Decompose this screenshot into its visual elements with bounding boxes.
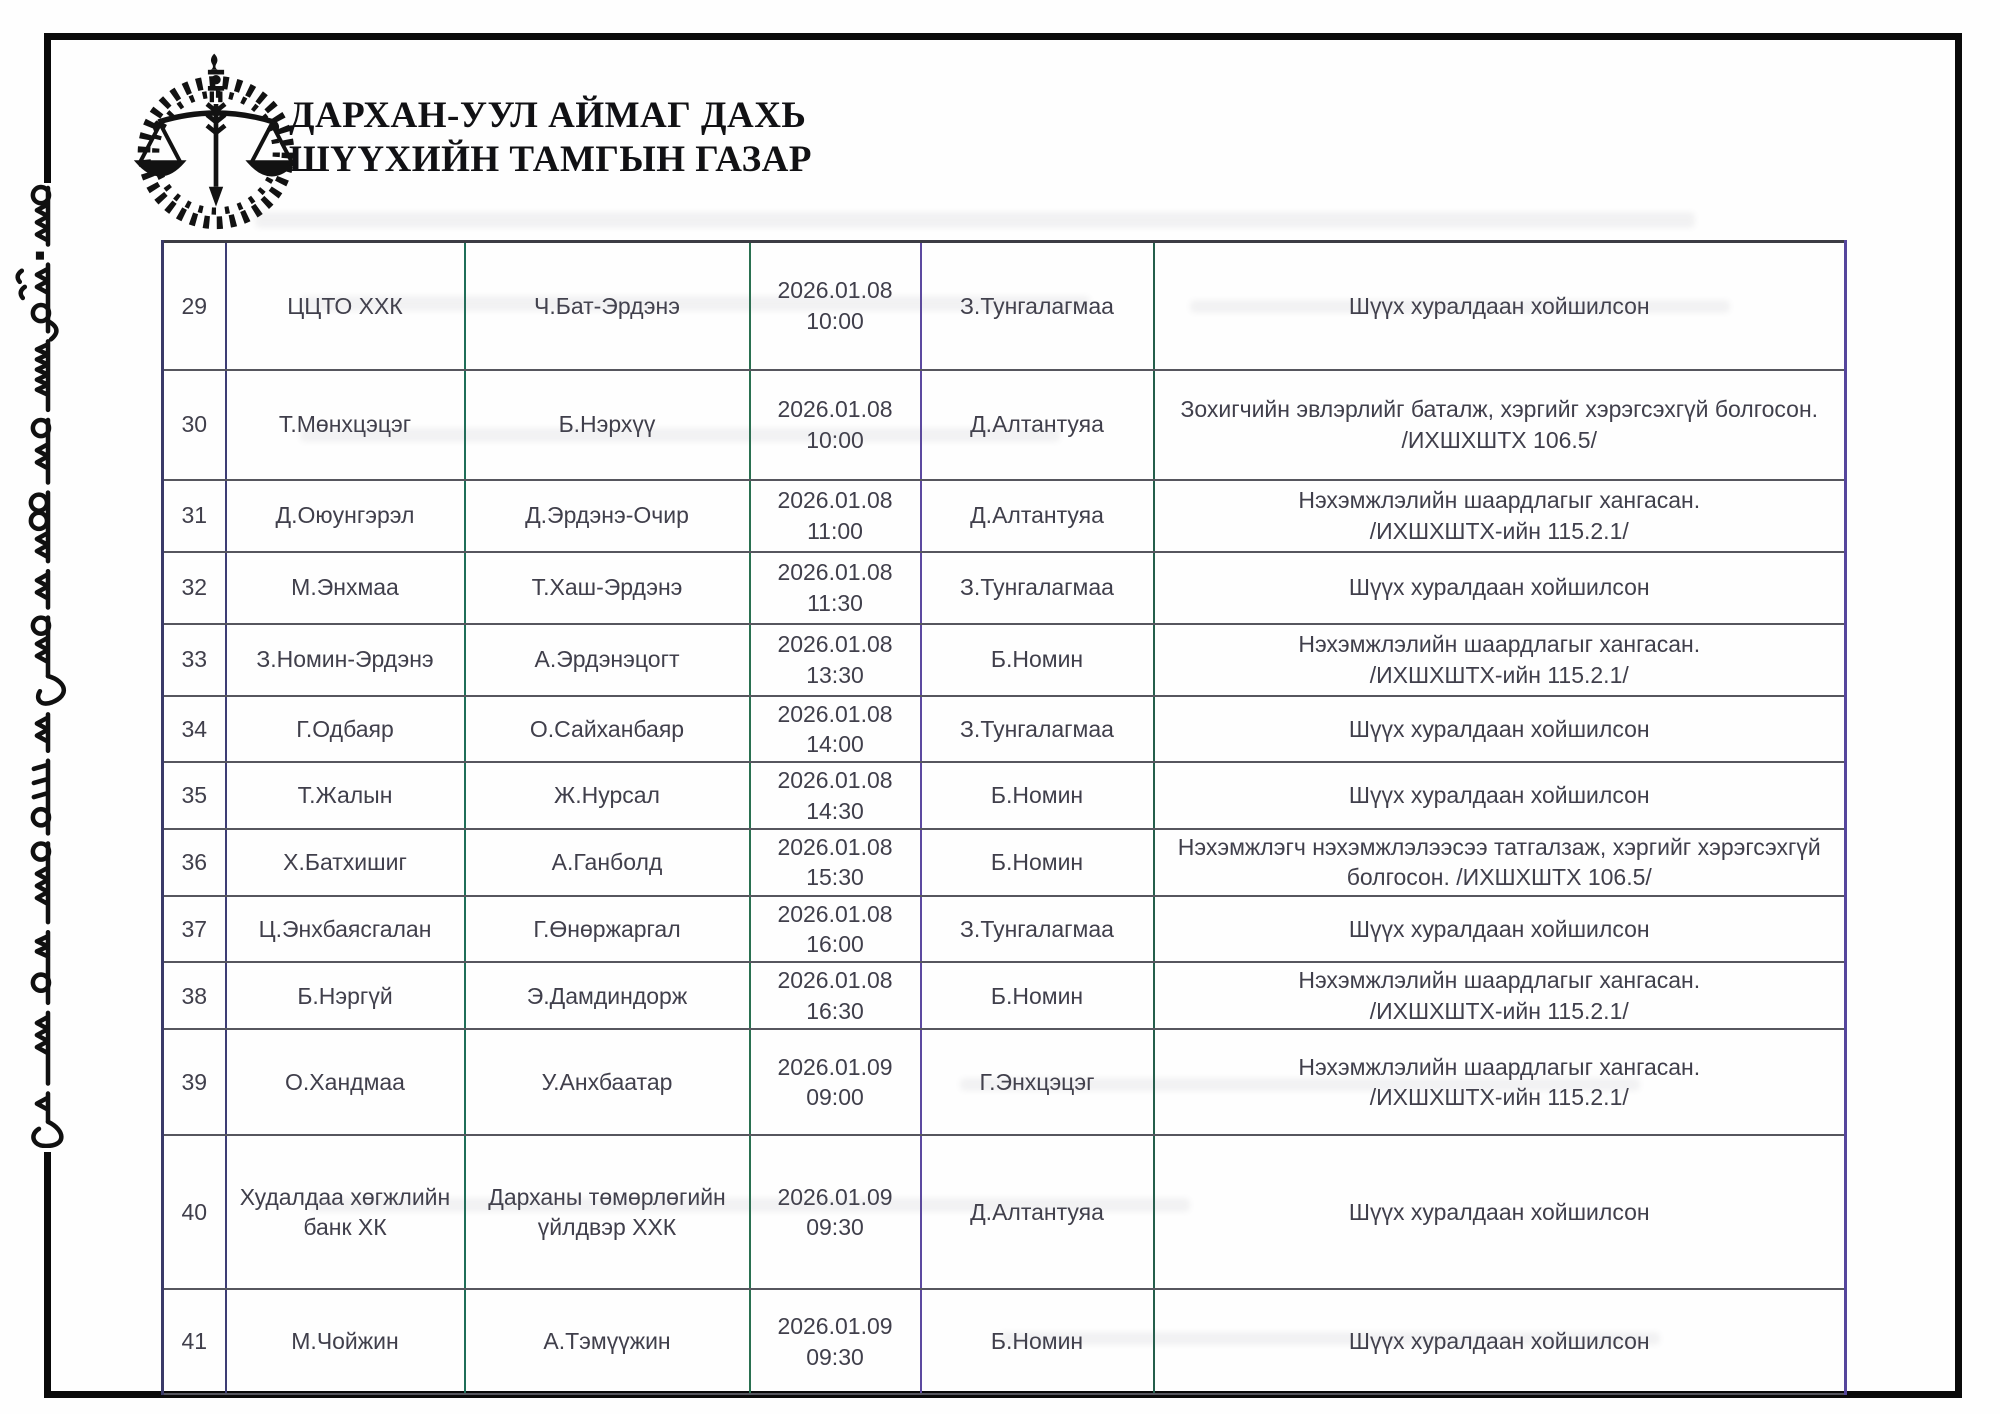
decision-line: Нэхэмжлэлийн шаардлагыг хангасан. — [1298, 487, 1701, 514]
decision — [1154, 1135, 1846, 1289]
bleed-through-artifact — [300, 296, 1090, 311]
plaintiff: М.Энхмаа — [226, 552, 465, 624]
defendant: А.Ганболд — [465, 829, 750, 896]
page-border-left-upper — [44, 33, 51, 183]
hearing-results-table — [161, 240, 1844, 1395]
table-row — [163, 696, 1846, 763]
bleed-through-artifact — [1190, 300, 1730, 313]
case-number: 36 — [163, 829, 226, 896]
plaintiff: М.Чойжин — [226, 1289, 465, 1394]
plaintiff: Т.Мөнхцэцэг — [226, 370, 465, 480]
hearing-time: 09:00 — [806, 1084, 864, 1111]
bleed-through-artifact — [300, 428, 1060, 442]
hearing-datetime — [750, 829, 921, 896]
case-number: 40 — [163, 1135, 226, 1289]
hearing-datetime — [750, 1029, 921, 1135]
decision — [1154, 552, 1846, 624]
judge: З.Тунгалагмаа — [921, 242, 1154, 370]
decision-line: Шүүх хуралдаан хойшилсон — [1348, 574, 1650, 601]
defendant: Ч.Бат-Эрдэнэ — [465, 242, 750, 370]
hearing-datetime — [750, 896, 921, 963]
hearing-time: 14:30 — [806, 797, 864, 824]
hearing-date: 2026.01.08 — [777, 631, 893, 658]
table-row — [163, 1135, 1846, 1289]
decision — [1154, 480, 1846, 552]
decision-line: /ИХШХШТХ-ийн 115.2.1/ — [1369, 517, 1629, 544]
bleed-through-artifact — [1000, 1332, 1660, 1345]
table-row — [163, 552, 1846, 624]
hearing-datetime — [750, 370, 921, 480]
hearing-datetime — [750, 1135, 921, 1289]
decision-line: Шүүх хуралдаан хойшилсон — [1348, 1328, 1650, 1355]
judge: Б.Номин — [921, 624, 1154, 696]
plaintiff: Ц.Энхбаясгалан — [226, 896, 465, 963]
hearing-datetime — [750, 624, 921, 696]
case-number: 30 — [163, 370, 226, 480]
hearing-date: 2026.01.08 — [777, 559, 893, 586]
table-row — [163, 762, 1846, 829]
decision — [1154, 829, 1846, 896]
table-row — [163, 370, 1846, 480]
table-row — [163, 624, 1846, 696]
decision-line: Шүүх хуралдаан хойшилсон — [1348, 1198, 1650, 1225]
hearing-date: 2026.01.08 — [777, 277, 893, 304]
table-row — [163, 962, 1846, 1029]
hearing-datetime — [750, 1289, 921, 1394]
case-number: 38 — [163, 962, 226, 1029]
decision — [1154, 696, 1846, 763]
decision-line: Нэхэмжлэгч нэхэмжлэлээсээ татгалзаж, хэргийг хэрэгсэхгүй болгосон. /ИХШХШТХ 106.5/ — [1177, 833, 1821, 891]
judge: Б.Номин — [921, 962, 1154, 1029]
mongolian-vertical-script-ornament — [6, 180, 90, 1148]
hearing-time: 11:00 — [807, 517, 863, 544]
plaintiff: З.Номин-Эрдэнэ — [226, 624, 465, 696]
hearing-date: 2026.01.08 — [777, 767, 893, 794]
hearing-date: 2026.01.08 — [777, 967, 893, 994]
case-number: 34 — [163, 696, 226, 763]
hearing-datetime — [750, 552, 921, 624]
hearing-time: 09:30 — [806, 1214, 864, 1241]
hearing-datetime — [750, 762, 921, 829]
case-number: 33 — [163, 624, 226, 696]
case-number: 41 — [163, 1289, 226, 1394]
hearing-date: 2026.01.08 — [777, 700, 893, 727]
judge: Б.Номин — [921, 1289, 1154, 1394]
judge: З.Тунгалагмаа — [921, 552, 1154, 624]
table-row — [163, 829, 1846, 896]
bleed-through-artifact — [960, 1078, 1640, 1091]
page-border-left-lower — [44, 1152, 51, 1398]
defendant: Ж.Нурсал — [465, 762, 750, 829]
case-number: 29 — [163, 242, 226, 370]
case-number: 31 — [163, 480, 226, 552]
judge: З.Тунгалагмаа — [921, 696, 1154, 763]
plaintiff: ЦЦТО ХХК — [226, 242, 465, 370]
decision-line: /ИХШХШТХ 106.5/ — [1401, 426, 1597, 453]
decision — [1154, 370, 1846, 480]
organization-name — [289, 94, 812, 183]
plaintiff: Т.Жалын — [226, 762, 465, 829]
case-number: 32 — [163, 552, 226, 624]
hearing-time: 09:30 — [806, 1343, 864, 1370]
case-number: 39 — [163, 1029, 226, 1135]
plaintiff: Худалдаа хөгжлийн банк ХК — [226, 1135, 465, 1289]
table-row — [163, 480, 1846, 552]
decision-line: Нэхэмжлэлийн шаардлагыг хангасан. — [1298, 967, 1701, 994]
hearing-date: 2026.01.08 — [777, 833, 893, 860]
defendant: Э.Дамдиндорж — [465, 962, 750, 1029]
hearing-time: 10:00 — [806, 307, 864, 334]
hearing-time: 11:30 — [807, 589, 863, 616]
hearing-date: 2026.01.08 — [777, 396, 893, 423]
judge: Б.Номин — [921, 829, 1154, 896]
bleed-through-artifact — [255, 212, 1695, 228]
organization-name-line1: ДАРХАН-УУЛ АЙМАГ ДАХЬ — [289, 95, 807, 136]
hearing-time: 14:00 — [806, 730, 864, 757]
hearing-time: 16:30 — [806, 997, 864, 1024]
decision — [1154, 962, 1846, 1029]
decision-line: Шүүх хуралдаан хойшилсон — [1348, 292, 1650, 319]
page-border-right — [1955, 33, 1962, 1398]
judge: Б.Номин — [921, 762, 1154, 829]
hearing-date: 2026.01.08 — [777, 900, 893, 927]
case-number: 37 — [163, 896, 226, 963]
decision-line: Шүүх хуралдаан хойшилсон — [1348, 715, 1650, 742]
judge: Д.Алтантуяа — [921, 480, 1154, 552]
decision-line: /ИХШХШТХ-ийн 115.2.1/ — [1369, 997, 1629, 1024]
plaintiff: Д.Оюунгэрэл — [226, 480, 465, 552]
decision-line: Зохигчийн эвлэрлийг баталж, хэргийг хэрэгсэхгүй болгосон. — [1180, 396, 1819, 423]
defendant: Дарханы төмөрлөгийн үйлдвэр ХХК — [465, 1135, 750, 1289]
organization-name-line2: ШҮҮХИЙН ТАМГЫН ГАЗАР — [289, 139, 812, 181]
hearing-date: 2026.01.08 — [777, 487, 893, 514]
judge: Д.Алтантуяа — [921, 370, 1154, 480]
decision-line: Нэхэмжлэлийн шаардлагыг хангасан. — [1298, 1053, 1701, 1080]
defendant: Б.Нэрхүү — [465, 370, 750, 480]
judge: Г.Энхцэцэг — [921, 1029, 1154, 1135]
hearing-date: 2026.01.09 — [777, 1313, 893, 1340]
scales-of-justice-emblem-icon — [126, 50, 306, 230]
decision-line: Шүүх хуралдаан хойшилсон — [1348, 782, 1650, 809]
plaintiff: О.Хандмаа — [226, 1029, 465, 1135]
hearing-datetime — [750, 962, 921, 1029]
hearing-datetime — [750, 696, 921, 763]
defendant: У.Анхбаатар — [465, 1029, 750, 1135]
decision — [1154, 624, 1846, 696]
plaintiff: Б.Нэргүй — [226, 962, 465, 1029]
hearing-date: 2026.01.09 — [777, 1183, 893, 1210]
page-border-top — [44, 33, 1962, 40]
hearing-time: 16:00 — [806, 931, 864, 958]
hearing-date: 2026.01.09 — [777, 1053, 893, 1080]
bleed-through-artifact — [310, 1198, 1190, 1212]
decision — [1154, 896, 1846, 963]
hearing-time: 13:30 — [806, 661, 864, 688]
decision-line: Шүүх хуралдаан хойшилсон — [1348, 915, 1650, 942]
hearings-table-body — [163, 242, 1846, 1395]
hearing-datetime — [750, 480, 921, 552]
plaintiff: Х.Батхишиг — [226, 829, 465, 896]
judge: Д.Алтантуяа — [921, 1135, 1154, 1289]
table-row — [163, 896, 1846, 963]
decision-line: /ИХШХШТХ-ийн 115.2.1/ — [1369, 661, 1629, 688]
plaintiff: Г.Одбаяр — [226, 696, 465, 763]
defendant: О.Сайханбаяр — [465, 696, 750, 763]
decision-line: /ИХШХШТХ-ийн 115.2.1/ — [1369, 1084, 1629, 1111]
defendant: Д.Эрдэнэ-Очир — [465, 480, 750, 552]
defendant: Г.Өнөржаргал — [465, 896, 750, 963]
defendant: А.Эрдэнэцогт — [465, 624, 750, 696]
judge: З.Тунгалагмаа — [921, 896, 1154, 963]
hearing-time: 10:00 — [806, 426, 864, 453]
defendant: Т.Хаш-Эрдэнэ — [465, 552, 750, 624]
case-number: 35 — [163, 762, 226, 829]
hearing-time: 15:30 — [806, 864, 864, 891]
decision-line: Нэхэмжлэлийн шаардлагыг хангасан. — [1298, 631, 1701, 658]
defendant: А.Тэмүүжин — [465, 1289, 750, 1394]
decision — [1154, 762, 1846, 829]
